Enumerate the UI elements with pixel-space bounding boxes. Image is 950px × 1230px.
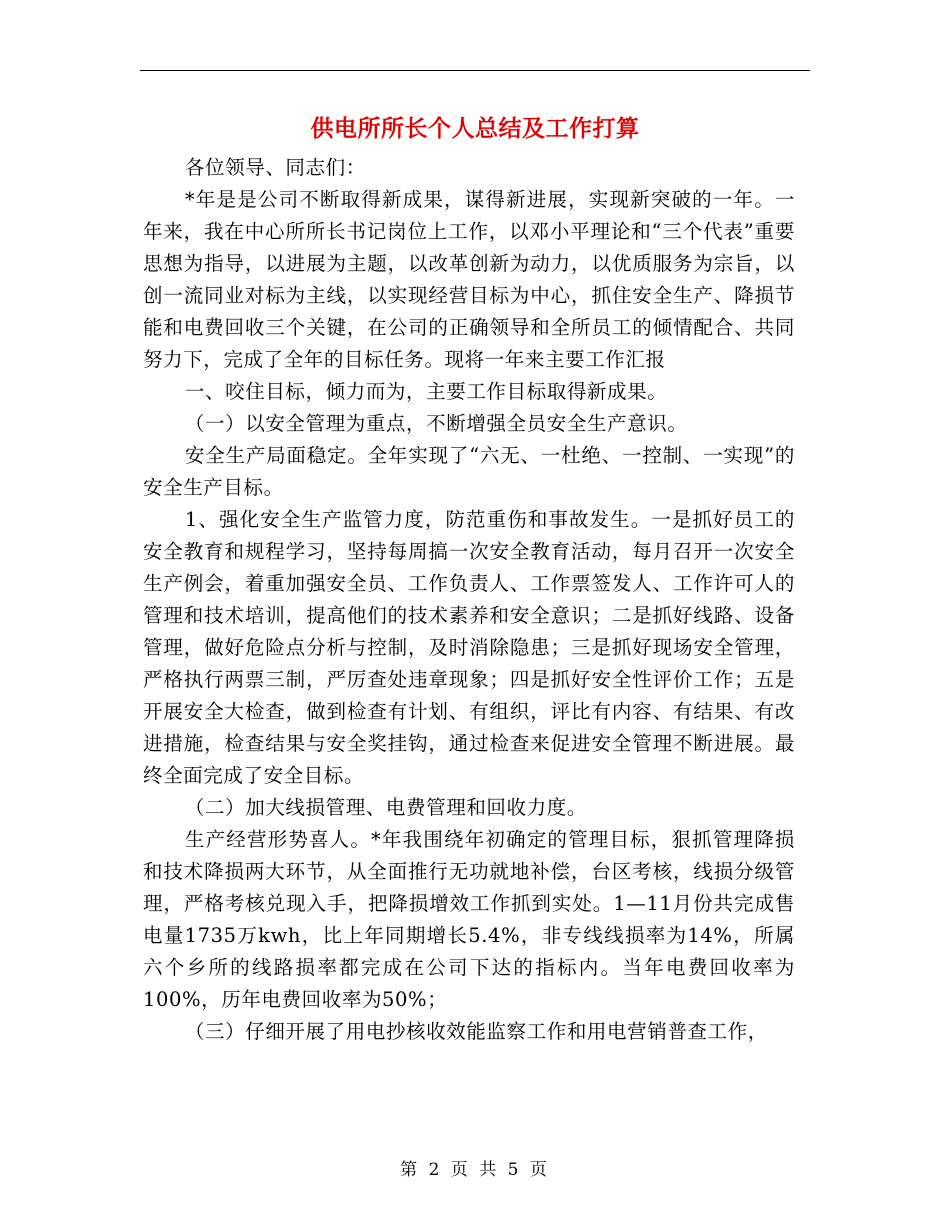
paragraph-greeting: 各位领导、同志们：: [184, 156, 366, 179]
paragraph-intro: *年是是公司不断取得新成果，谋得新进展，实现新突破的一年。一年来，我在中心所所长书记岗位上工作，以邓小平理论和“三个代表”重要思想为指导，以进展为主题，以改革创新为动力，以优质服务为宗旨，以创一流同业对标为主线，以实现经营目标为中心，抓住安全生产、降损节能和电费回收三个关键，在公司的正确领导和全所员工的倾情配合、共同努力下，完成了全年的目标任务。现将一年来主要工作汇报: [143, 188, 795, 371]
document-body: [143, 152, 795, 1048]
subsection-heading-2: （二）加大线损管理、电费管理和回收力度。: [184, 796, 587, 819]
paragraph-operations: 生产经营形势喜人。*年我围绕年初确定的管理目标，狠抓管理降损和技术降损两大环节，从全面推行无功就地补偿，台区考核，线损分级管理，严格考核兑现入手，把降损增效工作抓到实处。1—11月份共完成售电量1735万kwh，比上年同期增长5.4%，非专线线损率为14%，所属六个乡所的线路损率都完成在公司下达的指标内。当年电费回收率为100%，历年电费回收率为50%；: [143, 828, 795, 1011]
document-title: 供电所所长个人总结及工作打算: [310, 115, 640, 142]
header-rule: [140, 70, 810, 71]
page-indicator: 第 2 页 共 5 页: [400, 1160, 550, 1180]
paragraph-safety-summary: 安全生产局面稳定。全年实现了“六无、一杜绝、一控制、一实现”的安全生产目标。: [143, 444, 795, 499]
paragraph-safety-measures: 1、强化安全生产监管力度，防范重伤和事故发生。一是抓好员工的安全教育和规程学习，坚持每周搞一次安全教育活动，每月召开一次安全生产例会，着重加强安全员、工作负责人、工作票签发人、工作许可人的管理和技术培训，提高他们的技术素养和安全意识；二是抓好线路、设备管理，做好危险点分析与控制，及时消除隐患；三是抓好现场安全管理，严格执行两票三制，严厉查处违章现象；四是抓好安全性评价工作；五是开展安全大检查，做到检查有计划、有组织，评比有内容、有结果、有改进措施，检查结果与安全奖挂钩，通过检查来促进安全管理不断进展。最终全面完成了安全目标。: [143, 508, 795, 787]
section-heading-1: 一、咬住目标，倾力而为，主要工作目标取得新成果。: [184, 380, 668, 403]
subsection-heading-1: （一）以安全管理为重点，不断增强全员安全生产意识。: [184, 412, 688, 435]
subsection-heading-3: （三）仔细开展了用电抄核收效能监察工作和用电营销普查工作，: [184, 1020, 768, 1043]
